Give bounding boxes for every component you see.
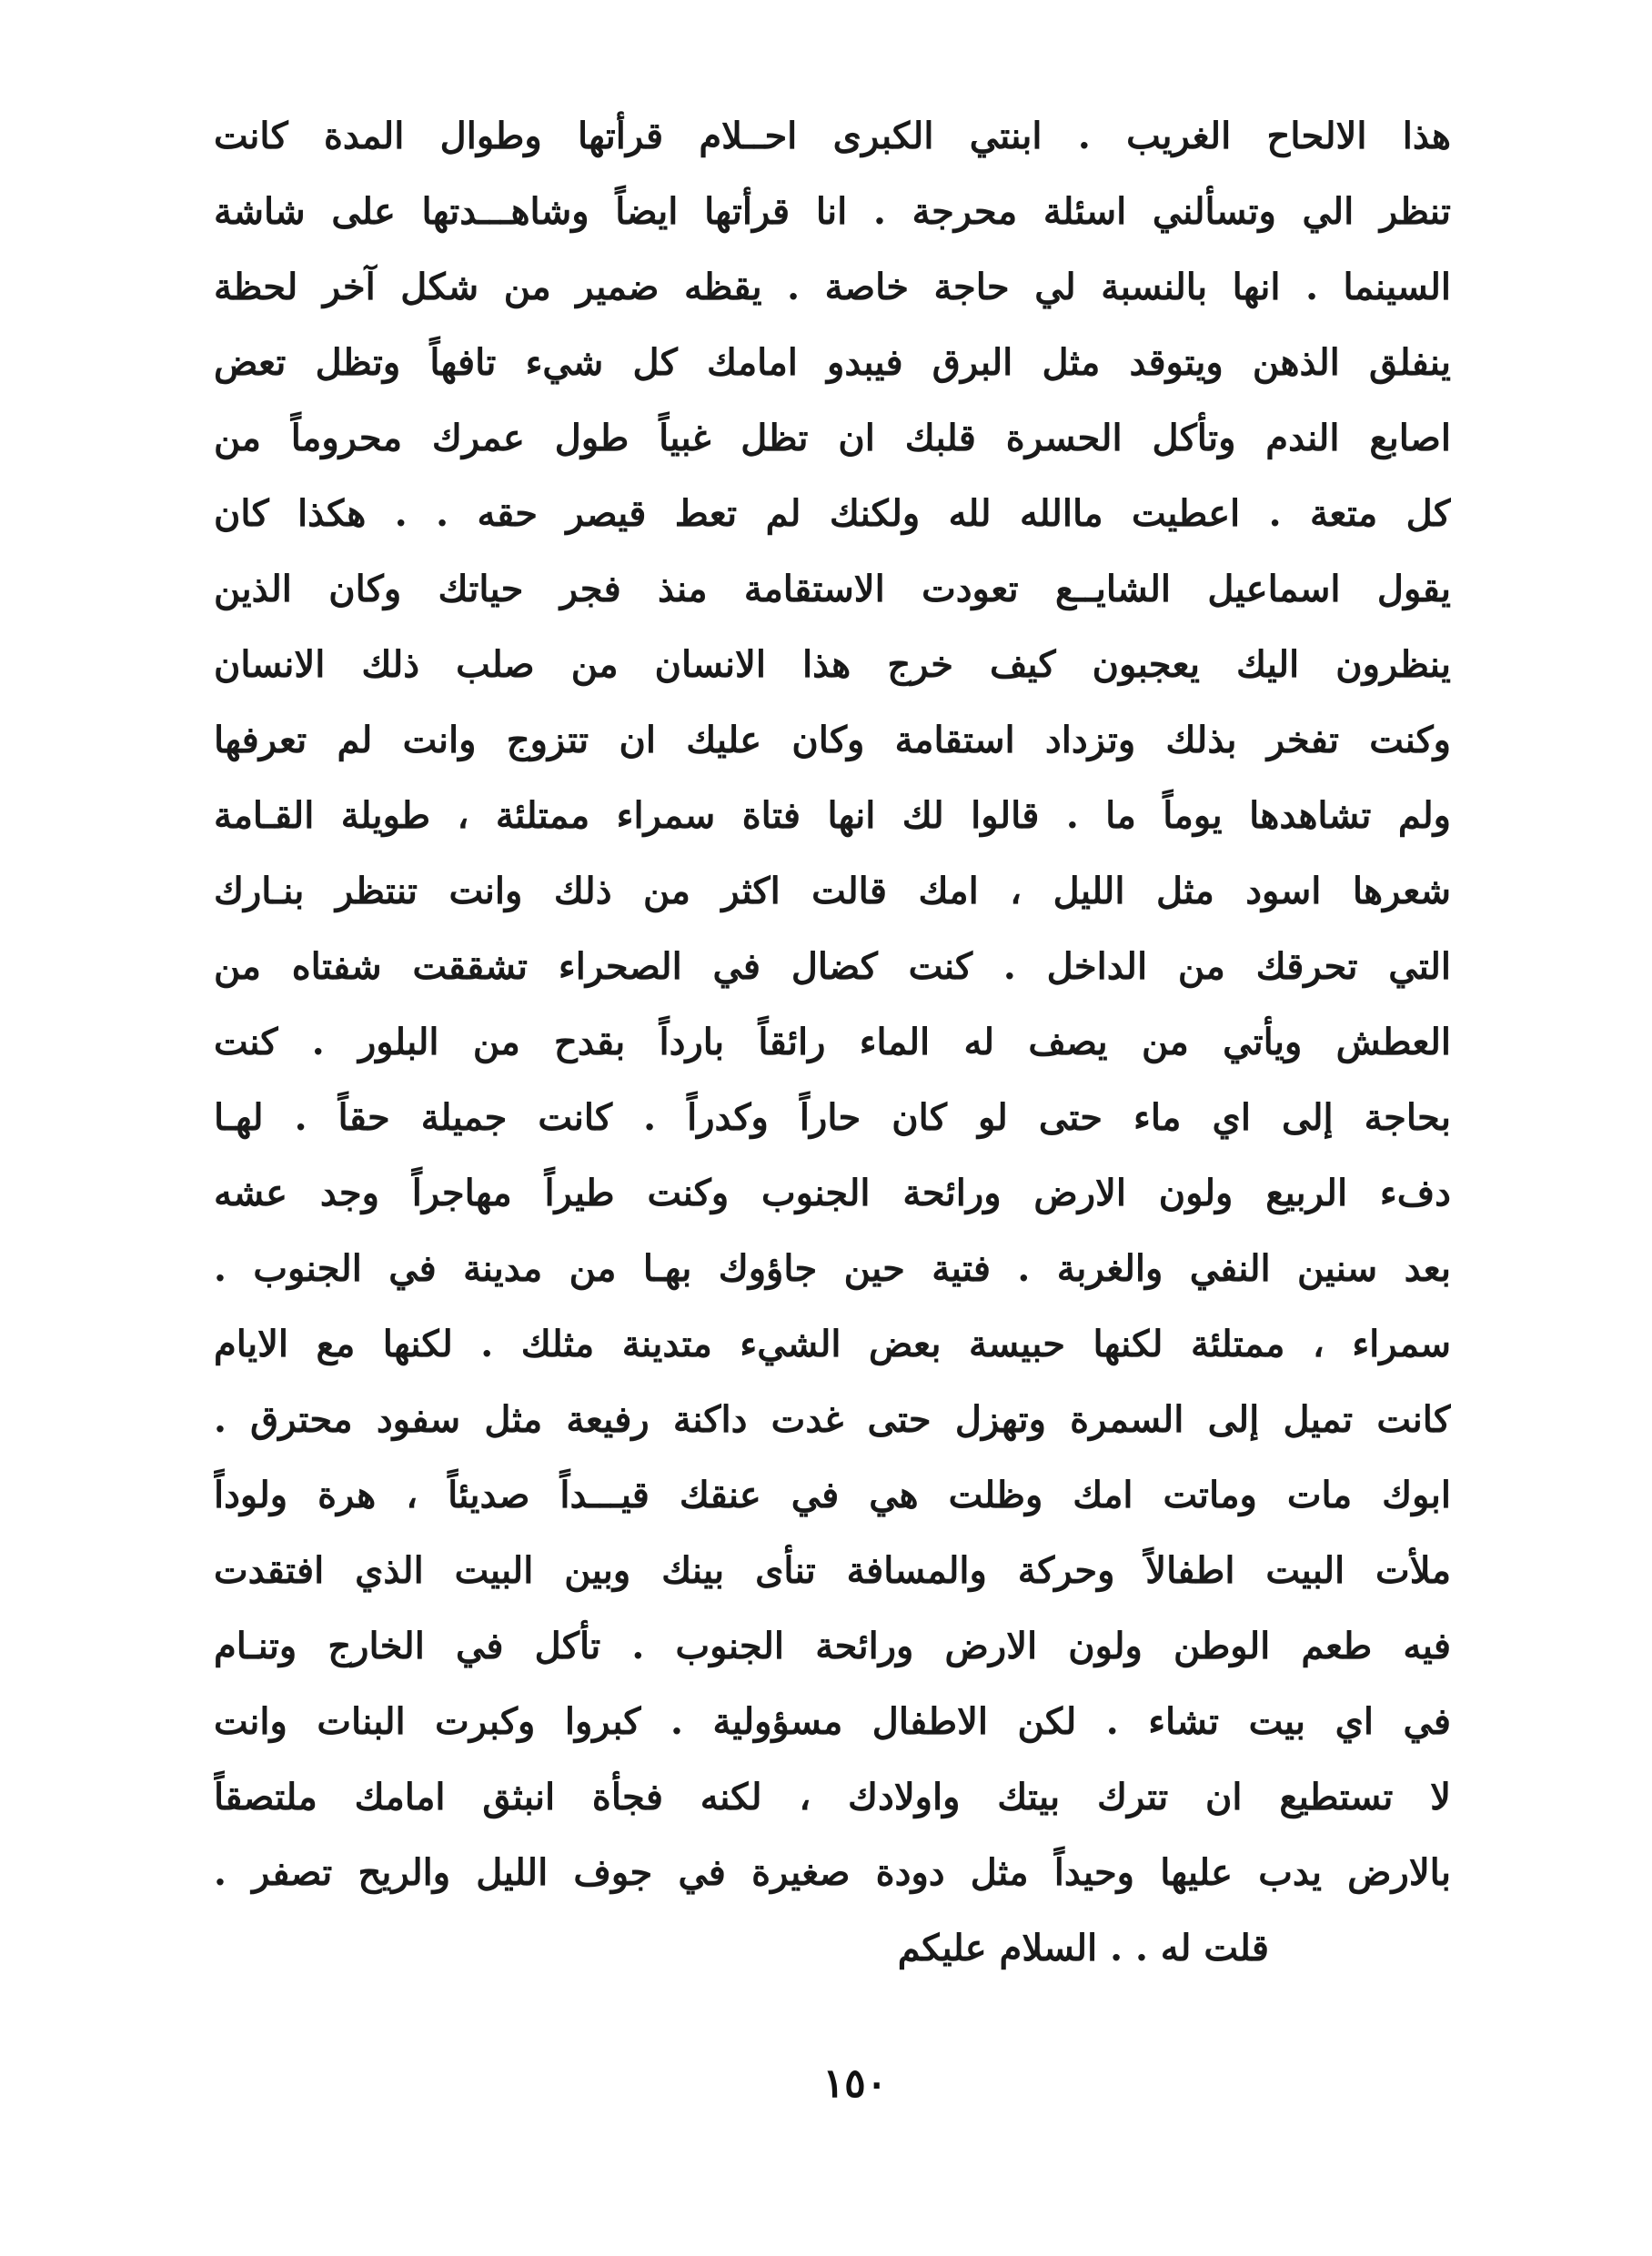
text-line: ينفلق الذهن ويتوقد مثل البرق فيبدو امامك كل شيء تافهاً وتظل تعض	[214, 341, 1451, 384]
text-line-last: قلت له . . السلام عليكم	[897, 1927, 1269, 1969]
text-line: ابوك مات وماتت امك وظلت هي في عنقك قيـــداً صديئاً ، هرة ولوداً	[214, 1474, 1451, 1516]
text-line: تنظر الي وتسألني اسئلة محرجة . انا قرأتها ايضاً وشاهـــدتها على شاشة	[214, 190, 1451, 233]
text-line: شعرها اسود مثل الليل ، امك قالت اكثر من ذلك وانت تنتظر بنـارك	[214, 870, 1451, 912]
text-line: كل متعة . اعطيت ماالله لله ولكنك لم تعط قيصر حقه . . هكذا كان	[214, 492, 1451, 535]
body-text	[214, 98, 1451, 1986]
text-line: لا تستطيع ان تترك بيتك واولادك ، لكنه فجأة انبثق امامك ملتصقاً	[214, 1776, 1451, 1818]
text-line: العطش ويأتي من يصف له الماء رائقاً بارداً بقدح من البلور . كنت	[214, 1021, 1451, 1063]
text-line: ينظرون اليك يعجبون كيف خرج هذا الانسان من صلب ذلك الانسان	[214, 643, 1451, 686]
text-line: بعد سنين النفي والغربة . فتية حين جاؤوك بهـا من مدينة في الجنوب .	[214, 1247, 1451, 1290]
text-line: يقول اسماعيل الشايــع تعودت الاستقامة منذ فجر حياتك وكان الذين	[214, 568, 1451, 610]
text-line: وكنت تفخر بذلك وتزداد استقامة وكان عليك ان تتزوج وانت لم تعرفها	[214, 719, 1451, 761]
text-line: السينما . انها بالنسبة لي حاجة خاصة . يقظه ضمير من شكل آخر لحظة	[214, 266, 1451, 308]
text-line: هذا الالحاح الغريب . ابنتي الكبرى احــلام قرأتها وطوال المدة كانت	[214, 115, 1451, 157]
text-line: ملأت البيت اطفالاً وحركة والمسافة تنأى بينك وبين البيت الذي افتقدت	[214, 1549, 1451, 1592]
text-line: في اي بيت تشاء . لكن الاطفال مسؤولية . كبروا وكبرت البنات وانت	[214, 1700, 1451, 1743]
text-line: كانت تميل إلى السمرة وتهزل حتى غدت داكنة رفيعة مثل سفود محترق .	[214, 1398, 1451, 1441]
text-line: بحاجة إلى اي ماء حتى لو كان حاراً وكدراً . كانت جميلة حقاً . لهـا	[214, 1096, 1451, 1139]
text-line: دفء الربيع ولون الارض ورائحة الجنوب وكنت طيراً مهاجراً وجد عشه	[214, 1172, 1451, 1214]
text-line: اصابع الندم وتأكل الحسرة قلبك ان تظل غبياً طول عمرك محروماً من	[214, 417, 1451, 459]
text-line: التي تحرقك من الداخل . كنت كضال في الصحراء تشققت شفتاه من	[214, 945, 1451, 988]
text-line: بالارض يدب عليها وحيداً مثل دودة صغيرة في جوف الليل والريح تصفر .	[214, 1851, 1451, 1894]
text-line: ولم تشاهدها يوماً ما . قالوا لك انها فتاة سمراء ممتلئة ، طويلة القـامة	[214, 794, 1451, 837]
text-line: فيه طعم الوطن ولون الارض ورائحة الجنوب . تأكل في الخارج وتنـام	[214, 1625, 1451, 1667]
page-number: ١٥٠	[822, 2060, 888, 2107]
text-line: سمراء ، ممتلئة لكنها حبيسة بعض الشيء متدينة مثلك . لكنها مع الايام	[214, 1323, 1451, 1365]
